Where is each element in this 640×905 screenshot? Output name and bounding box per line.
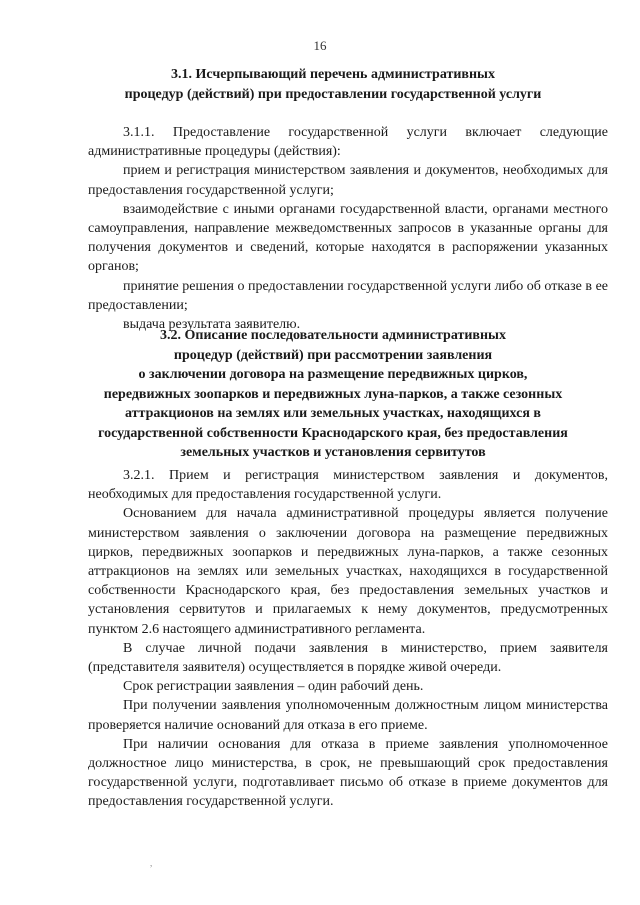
paragraph: принятие решения о предоставлении государственной услуги либо об отказе в ее предоставлении; xyxy=(88,278,608,313)
paragraph: Основанием для начала административной процедуры является получение министерством заявления о заключении договора на размещение передвижных цирков, передвижных зоопарков и передвижных луна-парков, а также сезонных аттракционов на землях или земельных участках, находящихся в государственной собственности Краснодарского края, без предоставления земельных участков и установления сервитутов и прилагаемых к нему документов, предусмотренных пунктом 2.6 настоящего административного регламента. xyxy=(88,506,608,637)
paragraph: При получении заявления уполномоченным должностным лицом министерства проверяется наличие оснований для отказа в его приеме. xyxy=(88,698,608,733)
paragraph: В случае личной подачи заявления в министерство, прием заявителя (представителя заявителя) осуществляется в порядке живой очереди. xyxy=(88,640,608,676)
heading-line: процедур (действий) при предоставлении государственной услуги xyxy=(124,86,542,102)
section-3-2-body xyxy=(88,466,608,812)
section-3-1-body xyxy=(88,123,608,334)
paragraph: При наличии основания для отказа в приеме заявления уполномоченное должностное лицо министерства, в срок, не превышающий срок предоставления государственной услуги, подготавливает письмо об отказе в приеме документов для предоставления государственной услуги. xyxy=(88,736,608,810)
scan-mark: , xyxy=(150,858,153,868)
heading-line: земельных участков и установления сервитутов xyxy=(180,445,486,460)
heading-line: процедур (действий) при рассмотрении заявления xyxy=(173,347,493,363)
heading-line: о заключении договора на размещение передвижных цирков, xyxy=(138,367,528,382)
paragraph: взаимодействие с иными органами государственной власти, органами местного самоуправления, направление межведомственных запросов в указанные органы для получения документов и сведений, которые находятся в распоряжении указанных органов; xyxy=(88,201,608,275)
section-3-2-heading xyxy=(70,326,596,463)
heading-line: 3.1. Исчерпывающий перечень административных xyxy=(171,67,495,82)
paragraph: 3.2.1. Прием и регистрация министерством заявления и документов, необходимых для предоставления государственной услуги. xyxy=(88,468,608,503)
heading-line: 3.2. Описание последовательности административных xyxy=(160,328,506,343)
paragraph: выдача результата заявителю. xyxy=(123,317,301,333)
paragraph: прием и регистрация министерством заявления и документов, необходимых для предоставления государственной услуги; xyxy=(88,163,608,198)
heading-line: аттракционов на землях или земельных участках, находящихся в xyxy=(125,406,541,421)
paragraph: 3.1.1. Предоставление государственной услуги включает следующие административные процедуры (действия): xyxy=(88,125,608,160)
section-3-1-heading xyxy=(70,65,596,104)
paragraph: Срок регистрации заявления – один рабочий день. xyxy=(123,679,424,695)
heading-line: передвижных зоопарков и передвижных луна-парков, а также сезонных xyxy=(103,386,563,402)
page-number: 16 xyxy=(313,38,327,53)
heading-line: государственной собственности Краснодарского края, без предоставления xyxy=(98,425,568,441)
